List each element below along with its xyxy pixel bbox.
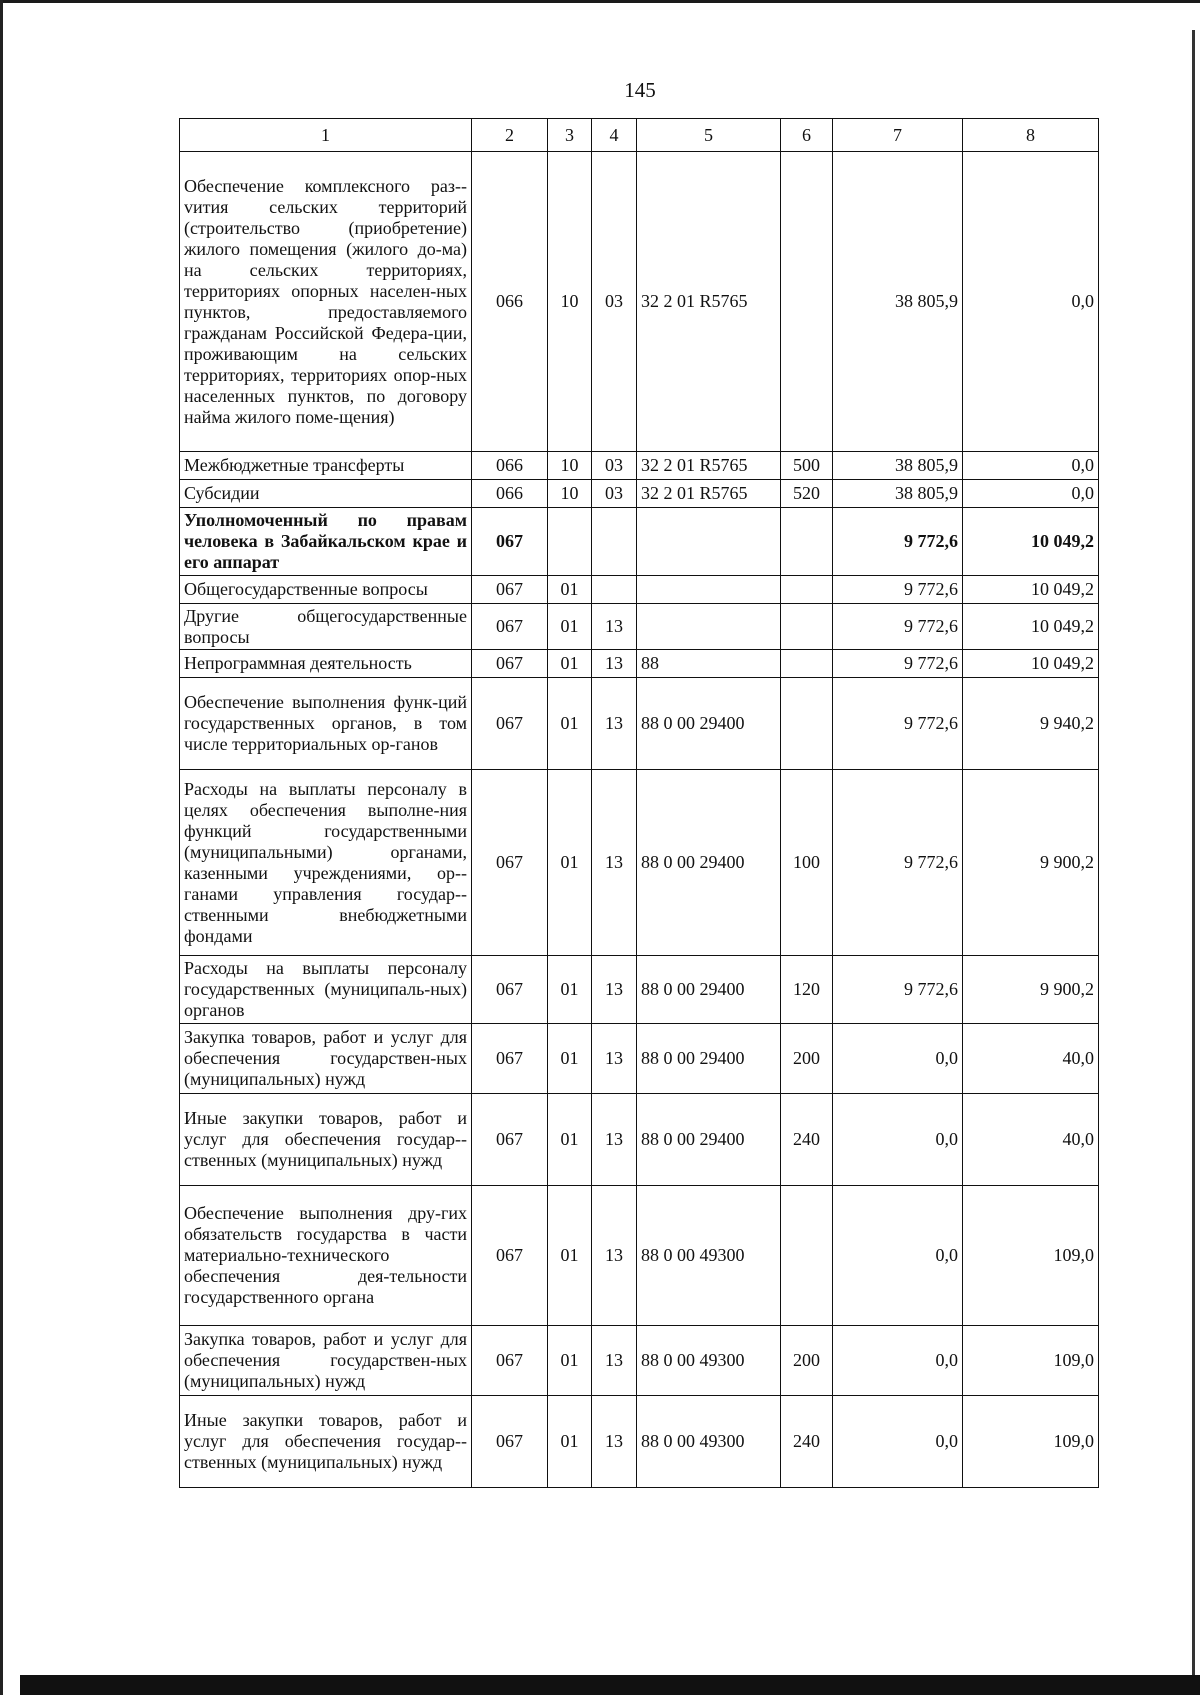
admin-code: 067 xyxy=(472,650,548,678)
amount-year-2: 0,0 xyxy=(963,152,1099,452)
amount-year-1: 9 772,6 xyxy=(833,956,963,1024)
admin-code: 067 xyxy=(472,1396,548,1488)
section-code: 01 xyxy=(548,650,592,678)
col-header-6: 6 xyxy=(781,119,833,152)
expense-type xyxy=(781,650,833,678)
amount-year-1: 0,0 xyxy=(833,1396,963,1488)
section-code: 01 xyxy=(548,1326,592,1396)
target-article: 88 0 00 29400 xyxy=(637,770,781,956)
row-name: Обеспечение комплексного раз-vития сельских территорий (строительство (приобретение) жилого помещения (жилого до-ма) на сельских территориях, территориях опорных населен-ных пунктов, предоставляемого гражданам Российской Федера-ции, проживающим на сельских территориях, территориях опор-ных населенных пунктов, по договору найма жилого поме-щения) xyxy=(180,152,472,452)
table-row xyxy=(180,678,1099,770)
target-article: 88 0 00 29400 xyxy=(637,678,781,770)
admin-code: 067 xyxy=(472,604,548,650)
expense-type xyxy=(781,508,833,576)
table-row xyxy=(180,956,1099,1024)
expense-type: 200 xyxy=(781,1326,833,1396)
expense-type xyxy=(781,1186,833,1326)
admin-code: 067 xyxy=(472,678,548,770)
table-row xyxy=(180,770,1099,956)
scan-bottom-edge xyxy=(20,1675,1200,1695)
row-name: Расходы на выплаты персоналу государственных (муниципаль-ных) органов xyxy=(180,956,472,1024)
expense-type: 200 xyxy=(781,1024,833,1094)
target-article: 88 0 00 29400 xyxy=(637,956,781,1024)
amount-year-2: 40,0 xyxy=(963,1024,1099,1094)
amount-year-1: 0,0 xyxy=(833,1186,963,1326)
section-code: 10 xyxy=(548,452,592,480)
section-code: 01 xyxy=(548,576,592,604)
amount-year-2: 0,0 xyxy=(963,480,1099,508)
table-row xyxy=(180,1396,1099,1488)
scan-left-edge xyxy=(0,0,3,1695)
row-name: Межбюджетные трансферты xyxy=(180,452,472,480)
row-name: Общегосударственные вопросы xyxy=(180,576,472,604)
subsection-code: 13 xyxy=(592,956,637,1024)
col-header-2: 2 xyxy=(472,119,548,152)
subsection-code: 13 xyxy=(592,604,637,650)
amount-year-2: 109,0 xyxy=(963,1186,1099,1326)
amount-year-2: 10 049,2 xyxy=(963,576,1099,604)
expense-type xyxy=(781,604,833,650)
expense-type: 240 xyxy=(781,1396,833,1488)
section-code: 01 xyxy=(548,1094,592,1186)
admin-code: 066 xyxy=(472,452,548,480)
amount-year-1: 9 772,6 xyxy=(833,576,963,604)
subsection-code: 03 xyxy=(592,152,637,452)
table-row xyxy=(180,1326,1099,1396)
target-article: 88 0 00 49300 xyxy=(637,1396,781,1488)
amount-year-1: 0,0 xyxy=(833,1024,963,1094)
col-header-3: 3 xyxy=(548,119,592,152)
section-code: 01 xyxy=(548,1024,592,1094)
subsection-code: 13 xyxy=(592,1024,637,1094)
col-header-7: 7 xyxy=(833,119,963,152)
amount-year-2: 9 900,2 xyxy=(963,770,1099,956)
table-row xyxy=(180,1186,1099,1326)
admin-code: 067 xyxy=(472,1024,548,1094)
budget-table xyxy=(179,118,1099,1488)
section-code: 10 xyxy=(548,480,592,508)
subsection-code: 13 xyxy=(592,650,637,678)
row-name: Субсидии xyxy=(180,480,472,508)
target-article: 88 0 00 29400 xyxy=(637,1094,781,1186)
table-row xyxy=(180,604,1099,650)
target-article xyxy=(637,604,781,650)
row-name: Обеспечение выполнения дру-гих обязательств государства в части материально-технического обеспечения дея-тельности государственного органа xyxy=(180,1186,472,1326)
target-article: 32 2 01 R5765 xyxy=(637,480,781,508)
target-article: 88 0 00 49300 xyxy=(637,1326,781,1396)
expense-type: 100 xyxy=(781,770,833,956)
expense-type: 120 xyxy=(781,956,833,1024)
subsection-code: 13 xyxy=(592,1326,637,1396)
subsection-code: 13 xyxy=(592,1094,637,1186)
amount-year-1: 9 772,6 xyxy=(833,770,963,956)
target-article: 88 0 00 49300 xyxy=(637,1186,781,1326)
row-name: Закупка товаров, работ и услуг для обеспечения государствен-ных (муниципальных) нужд xyxy=(180,1326,472,1396)
page-number: 145 xyxy=(624,78,656,102)
admin-code: 067 xyxy=(472,1186,548,1326)
col-header-1: 1 xyxy=(180,119,472,152)
expense-type: 500 xyxy=(781,452,833,480)
admin-code: 067 xyxy=(472,576,548,604)
section-code: 01 xyxy=(548,770,592,956)
scan-right-edge xyxy=(1192,30,1195,1690)
section-code: 10 xyxy=(548,152,592,452)
col-header-8: 8 xyxy=(963,119,1099,152)
subsection-code xyxy=(592,576,637,604)
section-code xyxy=(548,508,592,576)
target-article: 88 xyxy=(637,650,781,678)
amount-year-1: 9 772,6 xyxy=(833,650,963,678)
admin-code: 067 xyxy=(472,1326,548,1396)
admin-code: 067 xyxy=(472,508,548,576)
amount-year-1: 38 805,9 xyxy=(833,452,963,480)
subsection-code: 13 xyxy=(592,1396,637,1488)
amount-year-2: 40,0 xyxy=(963,1094,1099,1186)
amount-year-2: 0,0 xyxy=(963,452,1099,480)
admin-code: 067 xyxy=(472,956,548,1024)
row-name: Обеспечение выполнения функ-ций государственных органов, в том числе территориальных ор-ганов xyxy=(180,678,472,770)
table-row xyxy=(180,508,1099,576)
admin-code: 067 xyxy=(472,1094,548,1186)
col-header-4: 4 xyxy=(592,119,637,152)
amount-year-2: 9 940,2 xyxy=(963,678,1099,770)
amount-year-1: 9 772,6 xyxy=(833,604,963,650)
target-article: 88 0 00 29400 xyxy=(637,1024,781,1094)
amount-year-1: 9 772,6 xyxy=(833,678,963,770)
amount-year-1: 9 772,6 xyxy=(833,508,963,576)
amount-year-1: 38 805,9 xyxy=(833,480,963,508)
amount-year-2: 109,0 xyxy=(963,1396,1099,1488)
scan-top-edge xyxy=(0,0,1200,10)
admin-code: 067 xyxy=(472,770,548,956)
row-name: Иные закупки товаров, работ и услуг для обеспечения государ-ственных (муниципальных) нужд xyxy=(180,1094,472,1186)
col-header-5: 5 xyxy=(637,119,781,152)
table-row xyxy=(180,452,1099,480)
section-code: 01 xyxy=(548,678,592,770)
table-row xyxy=(180,650,1099,678)
expense-type xyxy=(781,152,833,452)
table-row xyxy=(180,152,1099,452)
section-code: 01 xyxy=(548,1396,592,1488)
admin-code: 066 xyxy=(472,480,548,508)
target-article: 32 2 01 R5765 xyxy=(637,452,781,480)
table-row xyxy=(180,480,1099,508)
amount-year-2: 9 900,2 xyxy=(963,956,1099,1024)
row-name: Уполномоченный по правам человека в Забайкальском крае и его аппарат xyxy=(180,508,472,576)
expense-type xyxy=(781,576,833,604)
amount-year-1: 0,0 xyxy=(833,1326,963,1396)
row-name: Непрограммная деятельность xyxy=(180,650,472,678)
amount-year-1: 38 805,9 xyxy=(833,152,963,452)
target-article: 32 2 01 R5765 xyxy=(637,152,781,452)
expense-type: 240 xyxy=(781,1094,833,1186)
amount-year-1: 0,0 xyxy=(833,1094,963,1186)
subsection-code xyxy=(592,508,637,576)
subsection-code: 03 xyxy=(592,480,637,508)
admin-code: 066 xyxy=(472,152,548,452)
section-code: 01 xyxy=(548,604,592,650)
table-row xyxy=(180,1024,1099,1094)
row-name: Закупка товаров, работ и услуг для обеспечения государствен-ных (муниципальных) нужд xyxy=(180,1024,472,1094)
target-article xyxy=(637,576,781,604)
row-name: Иные закупки товаров, работ и услуг для обеспечения государ-ственных (муниципальных) нужд xyxy=(180,1396,472,1488)
amount-year-2: 109,0 xyxy=(963,1326,1099,1396)
table-row xyxy=(180,1094,1099,1186)
subsection-code: 03 xyxy=(592,452,637,480)
amount-year-2: 10 049,2 xyxy=(963,508,1099,576)
column-number-row xyxy=(180,119,1099,152)
amount-year-2: 10 049,2 xyxy=(963,604,1099,650)
expense-type xyxy=(781,678,833,770)
expense-type: 520 xyxy=(781,480,833,508)
row-name: Другие общегосударственные вопросы xyxy=(180,604,472,650)
subsection-code: 13 xyxy=(592,678,637,770)
amount-year-2: 10 049,2 xyxy=(963,650,1099,678)
section-code: 01 xyxy=(548,1186,592,1326)
row-name: Расходы на выплаты персоналу в целях обеспечения выполне-ния функций государственными (муниципальными) органами, казенными учреждениями, ор-ганами управления государ-ственными внебюджетными фондами xyxy=(180,770,472,956)
section-code: 01 xyxy=(548,956,592,1024)
target-article xyxy=(637,508,781,576)
table-row xyxy=(180,576,1099,604)
subsection-code: 13 xyxy=(592,770,637,956)
subsection-code: 13 xyxy=(592,1186,637,1326)
